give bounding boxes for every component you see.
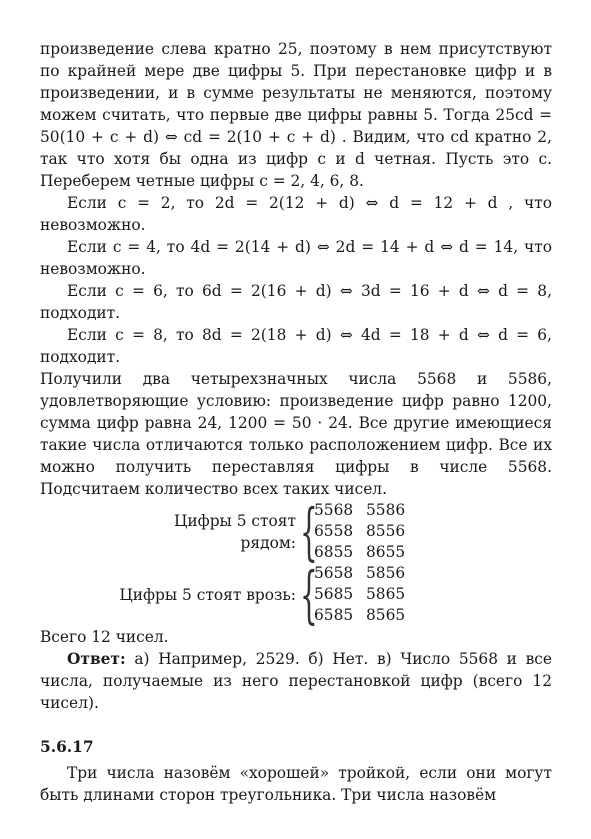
case-c-4: Если c = 4, то 4d = 2(14 + d) ⇔ 2d = 14 + d ⇔ d = 14, что невозможно. bbox=[40, 238, 552, 278]
problem-number: 5.6.17 bbox=[40, 738, 94, 756]
apart-rows bbox=[314, 563, 418, 626]
apart-group bbox=[118, 557, 552, 631]
number-row: 6855 8655 bbox=[314, 543, 406, 561]
page-content bbox=[40, 38, 552, 806]
apart-label: Цифры 5 стоят врозь: bbox=[119, 585, 296, 604]
brace-icon: { bbox=[300, 494, 318, 568]
problem-text: Три числа назовём «хорошей» тройкой, если они могут быть длинами сторон треугольника. Три числа назовём bbox=[40, 764, 552, 804]
number-row: 6585 8565 bbox=[314, 606, 406, 624]
answer-text: а) Например, 2529. б) Нет. в) Число 5568 и все числа, получаемые из него перестановкой цифр (всего 12 чисел). bbox=[40, 650, 552, 712]
brace-icon: { bbox=[300, 557, 318, 631]
adjacent-label: Цифры 5 стоят рядом: bbox=[173, 511, 296, 552]
adjacent-rows bbox=[314, 500, 418, 563]
case-c-8: Если c = 8, то 8d = 2(18 + d) ⇔ 4d = 18 + d ⇔ d = 6, подходит. bbox=[40, 326, 552, 366]
case-c-6: Если c = 6, то 6d = 2(16 + d) ⇔ 3d = 16 + d ⇔ d = 8, подходит. bbox=[40, 282, 552, 322]
answer-label: Ответ: bbox=[67, 650, 126, 668]
paragraph-result: Получили два четырехзначных числа 5568 и 5586, удовлетворяющие условию: произведение цифр равно 1200, сумма цифр равна 24, 1200 = 50 · 24. Все другие имеющиеся такие числа отличаются только расположением цифр. Все их можно получить переставляя цифры в числе 5568. Подсчитаем количество всех таких чисел. bbox=[40, 370, 552, 498]
adjacent-group bbox=[118, 494, 552, 568]
paragraph-1: произведение слева кратно 25, поэтому в нем присутствуют по крайней мере две цифры 5. При перестановке цифр и в произведении, и в сумме результаты не меняются, поэтому можем считать, что первые две цифры равны 5. Тогда 25cd = 50(10 + c + d) ⇔ cd = 2(10 + c + d) . Видим, что cd кратно 2, так что хотя бы одна из цифр c и d четная. Пусть это c. Переберем четные цифры c = 2, 4, 6, 8. bbox=[40, 40, 552, 190]
number-row: 5568 5586 bbox=[314, 501, 406, 519]
number-row: 5685 5865 bbox=[314, 585, 406, 603]
number-row: 6558 8556 bbox=[314, 522, 406, 540]
number-row: 5658 5856 bbox=[314, 564, 406, 582]
answer bbox=[40, 648, 552, 714]
total-count: Всего 12 чисел. bbox=[40, 628, 169, 646]
case-c-2: Если c = 2, то 2d = 2(12 + d) ⇔ d = 12 + d , что невозможно. bbox=[40, 194, 552, 234]
